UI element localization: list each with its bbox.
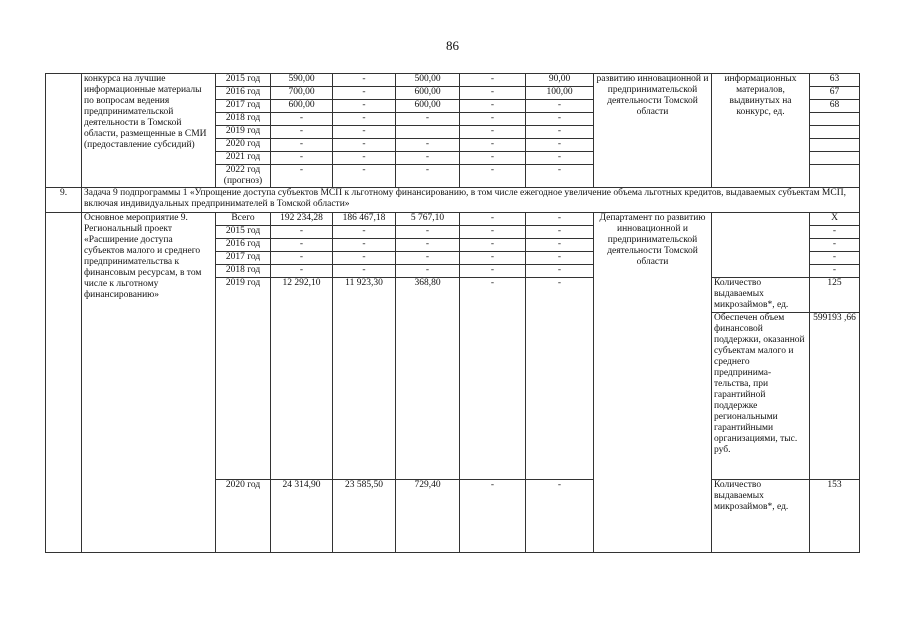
indicator-value: - bbox=[810, 265, 860, 278]
municipal-cell: - bbox=[460, 226, 526, 239]
task-title: Задача 9 подпрограммы 1 «Упрощение доступа субъектов МСП к льготному финансированию, в том числе ежегодное увеличение объема льготных кредитов, выдаваемых субъектам МСП, включая индивидуальных предпринимателей в Томской области» bbox=[82, 188, 860, 213]
federal-cell: - bbox=[333, 165, 396, 188]
federal-cell: - bbox=[333, 265, 396, 278]
indicator-value: - bbox=[810, 226, 860, 239]
external-cell: 100,00 bbox=[526, 87, 594, 100]
external-cell: - bbox=[526, 239, 594, 252]
regional-cell bbox=[396, 126, 460, 139]
indicator-value: 68 bbox=[810, 100, 860, 113]
indicator-value: 125 bbox=[810, 278, 860, 313]
program-table bbox=[45, 73, 859, 553]
regional-cell: - bbox=[396, 239, 460, 252]
external-cell: - bbox=[526, 213, 594, 226]
year-cell: 2021 год bbox=[216, 152, 271, 165]
year-cell: 2015 год bbox=[216, 226, 271, 239]
row-number-cell bbox=[46, 213, 82, 553]
external-cell: - bbox=[526, 126, 594, 139]
year-cell: 2017 год bbox=[216, 100, 271, 113]
table-row bbox=[46, 213, 860, 226]
municipal-cell: - bbox=[460, 126, 526, 139]
municipal-cell: - bbox=[460, 74, 526, 87]
total-cell: - bbox=[271, 113, 333, 126]
task-number: 9. bbox=[46, 188, 82, 213]
federal-cell: 11 923,30 bbox=[333, 278, 396, 480]
federal-cell: - bbox=[333, 239, 396, 252]
row-number-cell bbox=[46, 74, 82, 188]
municipal-cell: - bbox=[460, 152, 526, 165]
regional-cell: 5 767,10 bbox=[396, 213, 460, 226]
indicator-name: Количество выдаваемых микрозаймов*, ед. bbox=[712, 480, 810, 553]
indicator-value: 63 bbox=[810, 74, 860, 87]
year-cell: 2020 год bbox=[216, 139, 271, 152]
regional-cell: - bbox=[396, 265, 460, 278]
total-cell: - bbox=[271, 226, 333, 239]
external-cell: - bbox=[526, 165, 594, 188]
external-cell: - bbox=[526, 100, 594, 113]
external-cell: - bbox=[526, 226, 594, 239]
total-cell: - bbox=[271, 239, 333, 252]
federal-cell: - bbox=[333, 100, 396, 113]
total-cell: - bbox=[271, 252, 333, 265]
municipal-cell: - bbox=[460, 100, 526, 113]
executor-cell: развитию инновационной и предпринимательской деятельности Томской области bbox=[594, 74, 712, 188]
indicator-name bbox=[712, 213, 810, 278]
regional-cell: - bbox=[396, 113, 460, 126]
municipal-cell: - bbox=[460, 480, 526, 553]
municipal-cell: - bbox=[460, 139, 526, 152]
regional-cell: - bbox=[396, 226, 460, 239]
municipal-cell: - bbox=[460, 278, 526, 480]
external-cell: - bbox=[526, 139, 594, 152]
federal-cell: - bbox=[333, 87, 396, 100]
municipal-cell: - bbox=[460, 239, 526, 252]
year-cell: 2019 год bbox=[216, 278, 271, 480]
indicator-value bbox=[810, 152, 860, 165]
regional-cell: 600,00 bbox=[396, 87, 460, 100]
total-cell: 600,00 bbox=[271, 100, 333, 113]
regional-cell: - bbox=[396, 252, 460, 265]
total-cell: 24 314,90 bbox=[271, 480, 333, 553]
federal-cell: - bbox=[333, 126, 396, 139]
year-cell: 2018 год bbox=[216, 265, 271, 278]
total-cell: 12 292,10 bbox=[271, 278, 333, 480]
table-row bbox=[46, 74, 860, 87]
external-cell: - bbox=[526, 278, 594, 480]
measure-title: Основное мероприятие 9. Региональный проект «Расширение доступа субъектов малого и среднего предпринимательства к финансовым ресурсам, в том числе к льготному финансированию» bbox=[82, 213, 216, 553]
municipal-cell: - bbox=[460, 165, 526, 188]
year-cell: Всего bbox=[216, 213, 271, 226]
federal-cell: 186 467,18 bbox=[333, 213, 396, 226]
total-cell: 192 234,28 bbox=[271, 213, 333, 226]
regional-cell: - bbox=[396, 152, 460, 165]
indicator-value: X bbox=[810, 213, 860, 226]
external-cell: 90,00 bbox=[526, 74, 594, 87]
year-cell: 2020 год bbox=[216, 480, 271, 553]
indicator-name: Обеспечен объем финансовой поддержки, оказанной субъектам малого и среднего предпринима-тельства, при гарантийной поддержке региональными гарантийными организациями, тыс. руб. bbox=[712, 313, 810, 480]
indicator-value bbox=[810, 126, 860, 139]
year-cell: 2015 год bbox=[216, 74, 271, 87]
regional-cell: 729,40 bbox=[396, 480, 460, 553]
indicator-value bbox=[810, 113, 860, 126]
year-cell: 2017 год bbox=[216, 252, 271, 265]
regional-cell: 368,80 bbox=[396, 278, 460, 480]
year-cell: 2016 год bbox=[216, 87, 271, 100]
total-cell: 700,00 bbox=[271, 87, 333, 100]
federal-cell: - bbox=[333, 74, 396, 87]
federal-cell: 23 585,50 bbox=[333, 480, 396, 553]
executor-cell: Департамент по развитию инновационной и предпринимательской деятельности Томской области bbox=[594, 213, 712, 553]
indicator-name: Количество выдаваемых микрозаймов*, ед. bbox=[712, 278, 810, 313]
federal-cell: - bbox=[333, 139, 396, 152]
total-cell: - bbox=[271, 139, 333, 152]
regional-cell: - bbox=[396, 139, 460, 152]
federal-cell: - bbox=[333, 252, 396, 265]
regional-cell: - bbox=[396, 165, 460, 188]
regional-cell: 600,00 bbox=[396, 100, 460, 113]
external-cell: - bbox=[526, 113, 594, 126]
year-cell: 2018 год bbox=[216, 113, 271, 126]
indicator-value: 153 bbox=[810, 480, 860, 553]
measures-table bbox=[45, 73, 860, 553]
external-cell: - bbox=[526, 152, 594, 165]
regional-cell: 500,00 bbox=[396, 74, 460, 87]
external-cell: - bbox=[526, 252, 594, 265]
measure-title: конкурса на лучшие информационные материалы по вопросам ведения предпринимательской деятельности в Томской области, размещенные в СМИ (предоставление субсидий) bbox=[82, 74, 216, 188]
indicator-value: - bbox=[810, 239, 860, 252]
external-cell: - bbox=[526, 480, 594, 553]
page-number: 86 bbox=[446, 38, 459, 53]
external-cell: - bbox=[526, 265, 594, 278]
municipal-cell: - bbox=[460, 252, 526, 265]
municipal-cell: - bbox=[460, 113, 526, 126]
indicator-value: 599193 ,66 bbox=[810, 313, 860, 480]
federal-cell: - bbox=[333, 152, 396, 165]
year-cell: 2016 год bbox=[216, 239, 271, 252]
federal-cell: - bbox=[333, 226, 396, 239]
municipal-cell: - bbox=[460, 87, 526, 100]
task-row bbox=[46, 188, 860, 213]
total-cell: - bbox=[271, 265, 333, 278]
indicator-value: 67 bbox=[810, 87, 860, 100]
indicator-value bbox=[810, 139, 860, 152]
year-cell: 2019 год bbox=[216, 126, 271, 139]
total-cell: - bbox=[271, 152, 333, 165]
indicator-name: информационных материалов, выдвинутых на конкурс, ед. bbox=[712, 74, 810, 188]
total-cell: - bbox=[271, 165, 333, 188]
municipal-cell: - bbox=[460, 213, 526, 226]
indicator-value: - bbox=[810, 252, 860, 265]
municipal-cell: - bbox=[460, 265, 526, 278]
federal-cell: - bbox=[333, 113, 396, 126]
total-cell: 590,00 bbox=[271, 74, 333, 87]
total-cell: - bbox=[271, 126, 333, 139]
indicator-value bbox=[810, 165, 860, 188]
year-cell: 2022 год (прогноз) bbox=[216, 165, 271, 188]
